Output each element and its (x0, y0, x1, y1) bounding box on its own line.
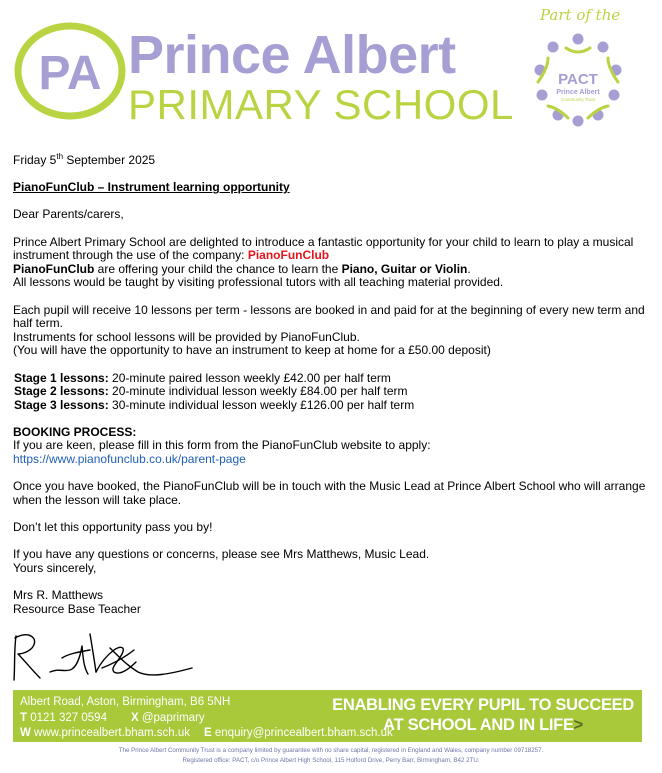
tutors-paragraph: All lessons would be taught by visiting professional tutors with all teaching material provided. (13, 275, 504, 290)
company-name: PianoFunClub (247, 248, 330, 263)
intro-paragraph: Prince Albert Primary School are delighted to introduce a fantastic opportunity for your child to learn to play a musical instrument through the use of the company: PianoFunClub (13, 234, 634, 263)
letter-body (13, 150, 653, 616)
lessons-info: Each pupil will receive 10 lessons per term - lessons are booked in and paid for at the beginning of every new term and half term. (13, 302, 645, 331)
school-name-line1: Prince Albert (128, 25, 456, 85)
instruments-info: Instruments for school lessons will be provided by PianoFunClub. (13, 329, 360, 344)
footer-email[interactable]: enquiry@princealbert.bham.sch.uk (211, 727, 393, 739)
footer-slogan (332, 695, 634, 735)
dont-miss: Don’t let this opportunity pass you by! (13, 520, 213, 535)
closing: Yours sincerely, (13, 560, 97, 575)
school-name (128, 25, 514, 128)
booking-heading: BOOKING PROCESS: (13, 424, 137, 439)
after-booking: Once you have booked, the PianoFunClub will be in touch with the Music Lead at Prince Albert School who will arrange when the lesson will take place. (13, 479, 646, 507)
pact-logo (528, 30, 628, 130)
logo-initials: PA (38, 47, 102, 100)
signatory-name: Mrs R. Matthews (13, 588, 104, 602)
footer-address: Albert Road, Aston, Birmingham, B6 5NH (20, 696, 231, 708)
salutation: Dear Parents/carers, (13, 207, 124, 222)
pact-acronym: PACT (558, 71, 598, 88)
letterhead (0, 0, 662, 150)
questions: If you have any questions or concerns, please see Mrs Matthews, Music Lead. (13, 547, 430, 562)
booking-link[interactable]: https://www.pianofunclub.co.uk/parent-page (13, 452, 246, 467)
offer-paragraph: PianoFunClub are offering your child the chance to learn the Piano, Guitar or Violin. (13, 261, 471, 276)
legal-notice (0, 746, 662, 766)
pa-logo (14, 22, 126, 120)
stage-item: Stage 2 lessons: 20-minute individual lesson weekly £84.00 per half term (14, 384, 408, 399)
school-name-line2: PRIMARY SCHOOL (128, 81, 514, 128)
footer-phone-x: T 0121 327 0594 X @paprimary (20, 711, 205, 724)
legal-line2: Registered office: PACT, c/o Prince Albert High School, 115 Holford Drive, Perry Barr, Birmingham, B42 2TU. (182, 757, 480, 764)
footer-website[interactable]: www.princealbert.bham.sch.uk (30, 727, 191, 739)
x-handle[interactable]: @paprimary (138, 711, 205, 724)
signatory-role: Resource Base Teacher (13, 601, 141, 616)
pact-subtitle-2: Community Trust (560, 97, 596, 102)
chevron-right-icon: > (573, 716, 583, 734)
signature-image (10, 628, 195, 688)
slogan-line1: ENABLING EVERY PUPIL TO SUCCEED (332, 696, 634, 714)
stage-list (13, 372, 653, 413)
legal-line1: The Prince Albert Community Trust is a company limited by guarantee with no share capital, registered in England and Wales, company number 09718257. (118, 747, 544, 754)
part-of-label: Part of the (540, 6, 621, 24)
letter-heading: PianoFunClub – Instrument learning opportunity (13, 180, 290, 195)
slogan-line2: AT SCHOOL AND IN LIFE> (383, 716, 583, 734)
stage-item: Stage 1 lessons: 20-minute paired lesson weekly £42.00 per half term (14, 370, 391, 385)
footer-web-email: W www.princealbert.bham.sch.uk E enquiry@princealbert.bham.sch.uk (20, 727, 393, 739)
deposit-info: (You will have the opportunity to have an instrument to keep at home for a £50.00 deposit) (13, 343, 491, 358)
pact-subtitle: Prince Albert (556, 89, 600, 96)
footer-banner (13, 690, 642, 742)
stage-item: Stage 3 lessons: 30-minute individual lesson weekly £126.00 per half term (14, 397, 415, 412)
letter-date: Friday 5th September 2025 (13, 152, 156, 167)
booking-text: If you are keen, please fill in this form from the PianoFunClub website to apply: (13, 438, 431, 453)
